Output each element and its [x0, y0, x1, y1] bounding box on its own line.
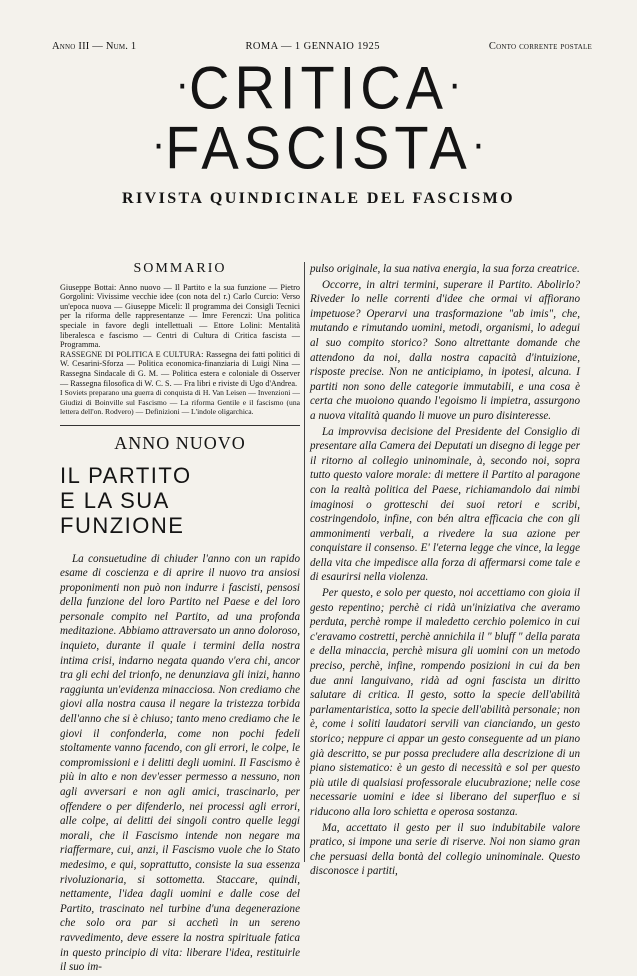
paragraph: Ma, accettato il gesto per il suo indubitabile valore pratico, si impone una serie di riserve. Noi non siamo gran che persuasi della bontà del collegio uninominale. Questo disconosce i partiti, — [310, 821, 580, 878]
issue-number: Anno III — Num. 1 — [52, 41, 137, 52]
issue-date: ROMA — 1 GENNAIO 1925 — [245, 41, 380, 52]
sommario-title: SOMMARIO — [133, 261, 227, 276]
column-divider — [304, 262, 305, 862]
masthead — [0, 53, 637, 208]
article-body-left — [60, 552, 300, 975]
masthead-line-1 — [0, 53, 637, 122]
right-column — [310, 262, 580, 880]
article-body-right — [310, 262, 580, 879]
article-headline — [60, 463, 300, 538]
paragraph: pulso originale, la sua nativa energia, la sua forza creatrice. — [310, 263, 580, 275]
section-rule — [60, 425, 300, 426]
masthead-word-fascista: FASCISTA — [165, 113, 472, 182]
article-kicker: ANNO NUOVO — [114, 432, 246, 453]
postal-note: Conto corrente postale — [488, 41, 592, 52]
table-of-contents — [60, 283, 300, 417]
headline-line-2: E LA SUA FUNZIONE — [60, 487, 185, 538]
toc-section-misc: I Soviets preparano una guerra di conquista di H. Van Leisen — Invenzioni — Giudizi di Boinville sul Fascismo — La riforma Gentile e il fascismo (una lettera dell'on. Rodvero) — Definizioni — L'indole oligarchica. — [60, 388, 300, 417]
ornament-dot: · — [471, 120, 486, 168]
ornament-dot: · — [175, 60, 189, 108]
paragraph: Per questo, e solo per questo, noi accettiamo con gioia il gesto repentino; perchè ci ridà un'iniziativa che averamo perduta, perchè rompe il maledetto cerchio polemico in cui c'eravamo costretti, perchè annichila il " bluff " della parata e della minaccia, perchè misura gli uomini con un metodo preciso, perchè, infine, rompendo posizioni in cui da ben due anni languivano, ridà ad ogni fascista un diritto salutare di critica. Il gesto, sotto la specie dell'abilità parlamentaristica, sotto la specie dell'abilità personale; non è, come i soliti laudatori servili van cianciando, un gesto storico; neppure ci appar un gesto conseguente ad un piano già descritto, se pur possa precludere alla descrizione di un piano sistematico: è un gesto di necessità e sol per questo più utile di qualsiasi professorale elucubrazione; nelle cose necessarie uomini e idee si liberano del superfluo e si riducono alla loro schietta e operosa sostanza. — [310, 587, 580, 818]
paragraph: La improvvisa decisione del Presidente del Consiglio di presentare alla Camera dei Deputati un disegno di legge per il ritorno al collegio uninominale, à, secondo noi, sopra tutto questo valore morale: di mettere il Partito al paragone con la realtà politica del Paese, richiamandolo dai nimbi imaginosi o grotteschi dei suoi retori e scribi, costringendolo, infine, con bén altra efficacia che con gli ammonimenti verbali, a rivedere la sua azione per conquistare il consenso. E' l'eterna legge che vince, la legge della vita che impedisce alla forza di affermarsi come tale e di esaurirsi nella violenza. — [310, 425, 581, 584]
masthead-line-2 — [0, 113, 637, 182]
left-column — [60, 262, 300, 976]
issue-header — [52, 41, 592, 52]
ornament-dot: · — [151, 120, 166, 168]
toc-section-main: Giuseppe Bottai: Anno nuovo — Il Partito e la sua funzione — Pietro Gorgolini: Vivissime vecchie idee (con nota del r.) Carlo Curcio: Verso un'epoca nuova — Giuseppe Miceli: Il programma dei Consigli Tecnici per la riforma delle rappresentanze — Imre Ferenczi: Una politica speciale in favore degli intellettuali — Ettore Lolini: Mentalità liberalesca e fascismo — Centri di Cultura di Critica fascista — Programma. — [60, 282, 300, 350]
paragraph: Occorre, in altri termini, superare il Partito. Abolirlo? Riveder lo nelle correnti d'idee che ormai vi affiorano impetuose? Operarvi una trasformazione "ab imis", che, mutando e rimutando uomini, metodi, organismi, lo adegui al suo compito storico? Sono altrettante domande che attendono da noi, dalla nostra capacità d'intuizione, risposte precise. Non ne anticipiamo, in ipotesi, alcuna. I partiti non sono delle categorie immutabili, e una cosa è certa che muoiono quando l'egoismo li impietra, assurgono a nuova vitalità quando li muove un puro disinteresse. — [310, 278, 580, 422]
masthead-word-critica: CRITICA — [189, 53, 448, 122]
toc-section-rassegne: RASSEGNE DI POLITICA E CULTURA: Rassegna dei fatti politici di W. Cesarini-Sforza — Politica economica-finanziaria di Luigi Nina — Rassegna Sindacale di G. M. — Politica estera e coloniale di Osserver — Rassegna filosofica di W. C. S. — Fra libri e riviste di Ugo d'Andrea. — [60, 349, 300, 388]
ornament-dot: · — [448, 60, 462, 108]
masthead-subtitle: RIVISTA QUINDICINALE DEL FASCISMO — [122, 190, 515, 207]
headline-line-1: IL PARTITO — [60, 462, 192, 488]
paragraph: La consuetudine di chiuder l'anno con un rapido esame di coscienza e di aprire il nuovo tra ansiosi proponimenti non può non indurre i fascisti, pensosi della funzione del loro Partito nel Paese e del loro personale compito nel Partito, ad una profonda meditazione. Abbiamo attraversato un anno doloroso, inquieto, durante il quale i termini della nostra intima crisi, indarno negata quando v'era chi, ancor tra gli echi del trionfo, ne denunziava gli inizi, hanno raggiunta un'evidenza minacciosa. Non crediamo che giovi alla nostra causa il negare la tristezza torbida dell'anno che si è chiuso; tanto meno crediamo che le giovi il confonderla, come non pochi fedeli stoltamente vanno facendo, con gli errori, le colpe, le compromissioni e i delitti degli uomini. Il Fascismo è più in alto e non dev'esser permesso a nessuno, non agli avversari e non agli amici, trascinarlo, per offendere o per difenderlo, nei processi agli errori, alle colpe, ai delitti dei singoli contro quelle leggi morali, che il Fascismo intende non negare ma riaffermare, cui, anzi, il Fascismo vuole che lo Stato medesimo, e qui, soprattutto, consiste la sua essenza rivoluzionaria, si sottometta. Staccare, quindi, nettamente, l'idea dagli uomini e dalle cose del Partito, trascinato nel turbine d'una degenerazione che solo ora par si acchetì in un sereno ravvedimento, deve essere la nostra spirituale fatica in questo principio di vita: liberare l'idea, restituirle il suo im- — [60, 552, 300, 974]
